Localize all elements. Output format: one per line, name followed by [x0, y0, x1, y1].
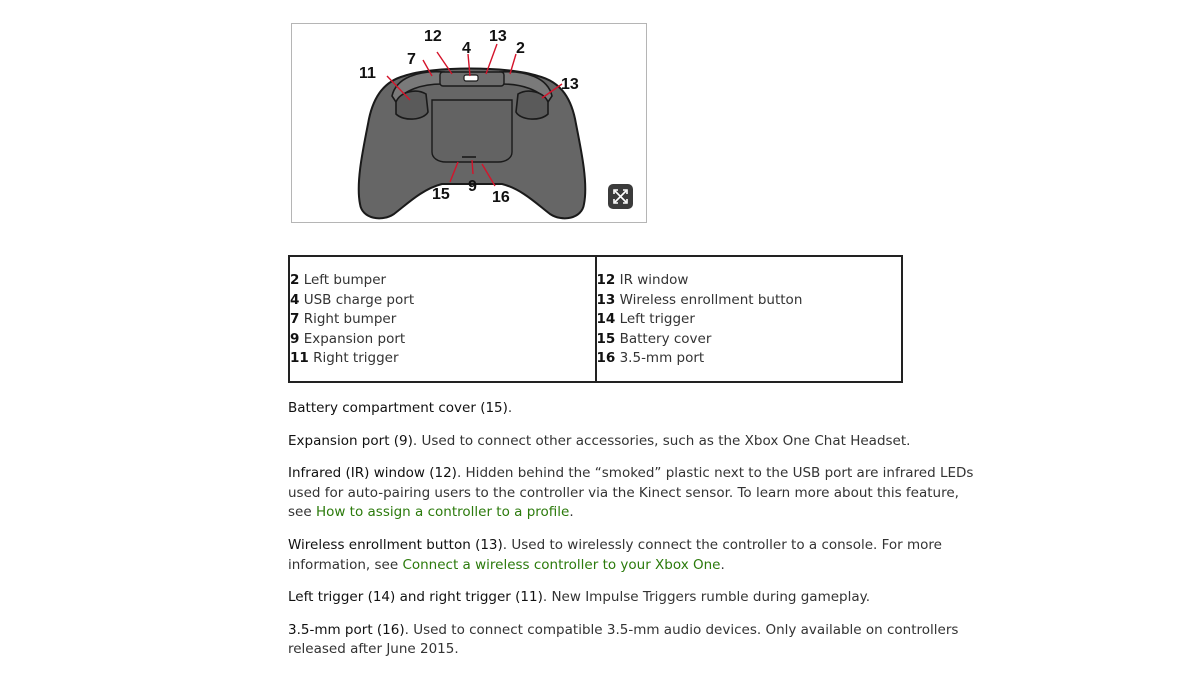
expand-button[interactable] [608, 184, 633, 209]
legend-item: 2 Left bumper [290, 272, 387, 288]
desc-ir-window: Infrared (IR) window (12). Hidden behind the “smoked” plastic next to the USB port are infrared LEDs used for auto-pairing users to the controller via the Kinect sensor. To learn more about this feature, see How to assign a controller to a profile. [288, 465, 974, 521]
callout-2: 2 [516, 40, 525, 57]
desc-triggers: Left trigger (14) and right trigger (11). New Impulse Triggers rumble during gameplay. [288, 589, 870, 606]
legend-item: 14 Left trigger [596, 311, 695, 328]
description-section [288, 399, 978, 673]
legend-item: 11 Right trigger [290, 350, 399, 367]
callout-11: 11 [359, 65, 376, 82]
callout-7: 7 [407, 51, 416, 68]
controller-diagram [291, 23, 647, 223]
legend-table [288, 255, 903, 383]
legend-item: 4 USB charge port [290, 291, 415, 308]
callout-4: 4 [462, 40, 471, 57]
callout-13-right: 13 [561, 76, 579, 93]
link-connect-wireless-controller[interactable]: Connect a wireless controller to your Xbox One [402, 556, 721, 573]
left-trigger-shape [396, 91, 428, 119]
desc-battery-cover: Battery compartment cover (15). [288, 400, 513, 416]
callout-15: 15 [432, 186, 450, 203]
usb-port-shape [464, 75, 478, 81]
callout-12: 12 [424, 28, 442, 45]
legend-column-right [595, 257, 902, 381]
legend-item: 7 Right bumper [290, 311, 397, 328]
legend-item: 16 3.5-mm port [596, 350, 705, 367]
legend-column-left [290, 257, 595, 381]
legend-item: 12 IR window [596, 272, 689, 288]
callout-9: 9 [468, 178, 477, 195]
desc-expansion-port: Expansion port (9). Used to connect other accessories, such as the Xbox One Chat Headset. [288, 432, 911, 449]
legend-item: 9 Expansion port [290, 330, 406, 347]
legend-item: 15 Battery cover [596, 330, 712, 347]
link-assign-controller[interactable]: How to assign a controller to a profile [315, 504, 570, 521]
right-trigger-shape [516, 91, 548, 119]
callout-16: 16 [492, 189, 510, 206]
battery-cover-shape [432, 100, 512, 162]
desc-audio-port: 3.5-mm port (16). Used to connect compatible 3.5-mm audio devices. Only available on controllers released after June 2015. [288, 621, 959, 658]
callout-13-top: 13 [489, 28, 507, 45]
legend-item: 13 Wireless enrollment button [596, 291, 803, 308]
desc-wireless-enrollment: Wireless enrollment button (13). Used to wirelessly connect the controller to a console. For more information, see Connect a wireless controller to your Xbox One. [288, 536, 942, 573]
controller-back-illustration [292, 24, 647, 223]
